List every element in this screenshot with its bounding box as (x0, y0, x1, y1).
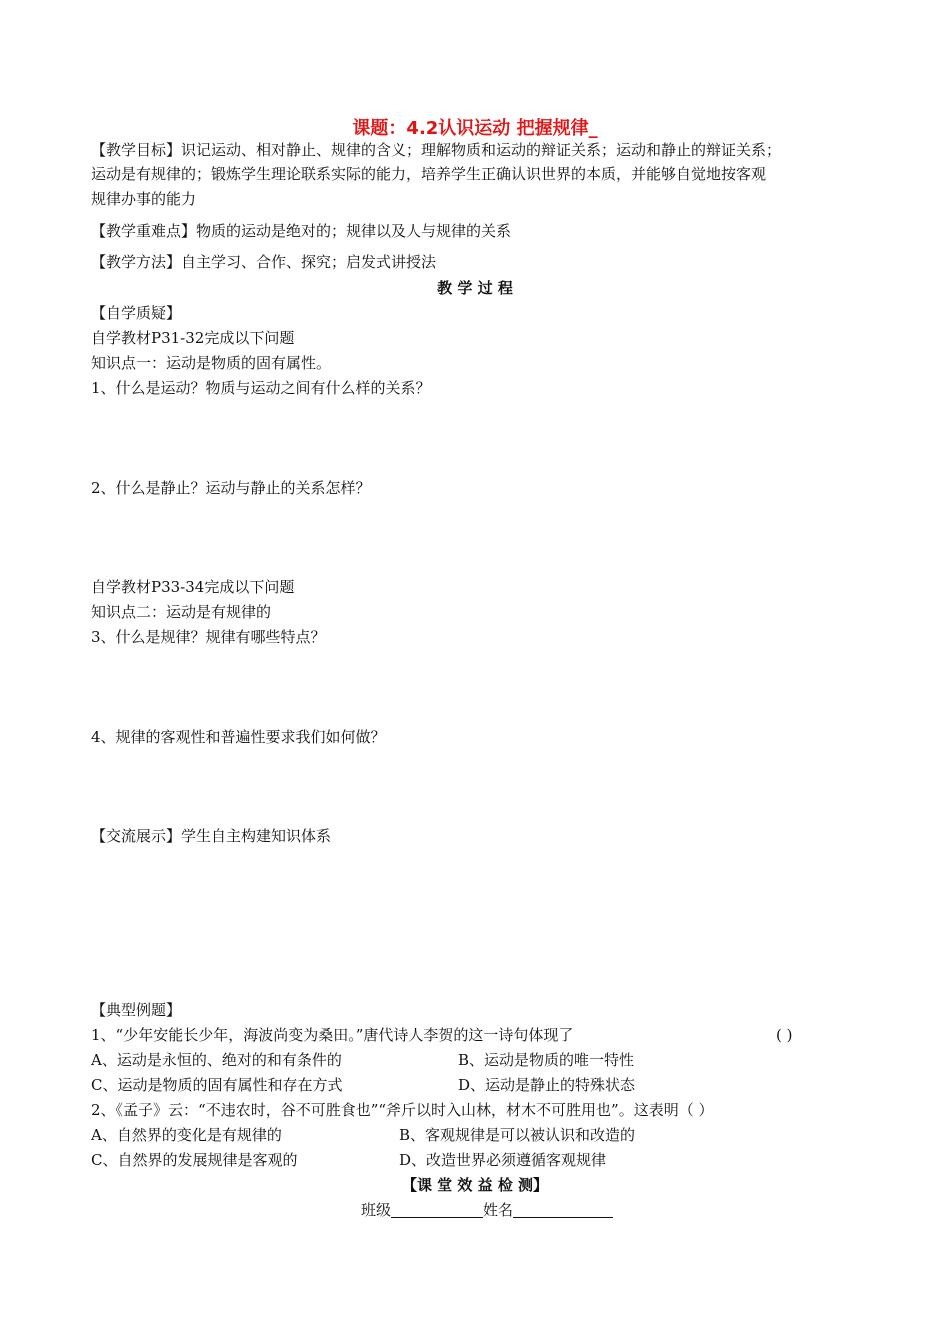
name-label: 姓名 (483, 1201, 514, 1219)
class-name-row (361, 1199, 613, 1221)
knowledge-point-2: 知识点二：运动是有规律的 (91, 603, 272, 621)
example-2-stem: 2、《孟子》云：“不违农时，谷不可胜食也”“斧斤以时入山林，材木不可胜用也”。这表明（ ） (91, 1101, 714, 1119)
key-points: 【教学重难点】物质的运动是绝对的；规律以及人与规律的关系 (91, 222, 512, 240)
process-heading: 教 学 过 程 (437, 279, 513, 297)
objectives-line-2: 运动是有规律的；锻炼学生理论联系实际的能力，培养学生正确认识世界的本质，并能够自觉地按客观 (91, 165, 767, 183)
class-label: 班级 (361, 1201, 392, 1219)
page-title: 课题：4.2认识运动 把握规律_ (352, 118, 598, 139)
question-3: 3、什么是规律？规律有哪些特点？ (91, 628, 326, 646)
example-2-option-a: A、自然界的变化是有规律的 (91, 1126, 282, 1144)
example-1-answer-bracket: ( ) (776, 1026, 793, 1044)
example-1-option-b: B、运动是物质的唯一特性 (458, 1051, 635, 1069)
question-1: 1、什么是运动？物质与运动之间有什么样的关系？ (91, 379, 431, 397)
objectives-line-3: 规律办事的能力 (91, 190, 197, 208)
teaching-methods: 【教学方法】自主学习、合作、探究；启发式讲授法 (91, 253, 437, 271)
name-blank[interactable] (513, 1201, 613, 1218)
knowledge-point-1: 知识点一：运动是物质的固有属性。 (91, 354, 332, 372)
examples-heading: 【典型例题】 (91, 1001, 182, 1019)
self-study-part2-intro: 自学教材P33-34完成以下问题 (91, 578, 295, 596)
question-4: 4、规律的客观性和普遍性要求我们如何做？ (91, 728, 386, 746)
exchange-section: 【交流展示】学生自主构建知识体系 (91, 827, 332, 845)
example-1-option-a: A、运动是永恒的、绝对的和有条件的 (91, 1051, 342, 1069)
example-2-option-b: B、客观规律是可以被认识和改造的 (399, 1126, 636, 1144)
example-1-option-d: D、运动是静止的特殊状态 (458, 1076, 636, 1094)
class-blank[interactable] (391, 1201, 483, 1218)
self-study-part1-intro: 自学教材P31-32完成以下问题 (91, 329, 295, 347)
example-2-option-d: D、改造世界必须遵循客观规律 (399, 1151, 607, 1169)
example-1-stem: 1、“少年安能长少年，海波尚变为桑田。”唐代诗人李贺的这一诗句体现了 (91, 1026, 574, 1044)
example-1-option-c: C、运动是物质的固有属性和存在方式 (91, 1076, 343, 1094)
objectives-line-1: 【教学目标】识记运动、相对静止、规律的含义；理解物质和运动的辩证关系；运动和静止的辩证关系； (91, 141, 782, 159)
self-study-heading: 【自学质疑】 (91, 304, 182, 322)
question-2: 2、什么是静止？运动与静止的关系怎样？ (91, 479, 371, 497)
check-heading: 【课 堂 效 益 检 测】 (401, 1176, 549, 1194)
example-2-option-c: C、自然界的发展规律是客观的 (91, 1151, 298, 1169)
